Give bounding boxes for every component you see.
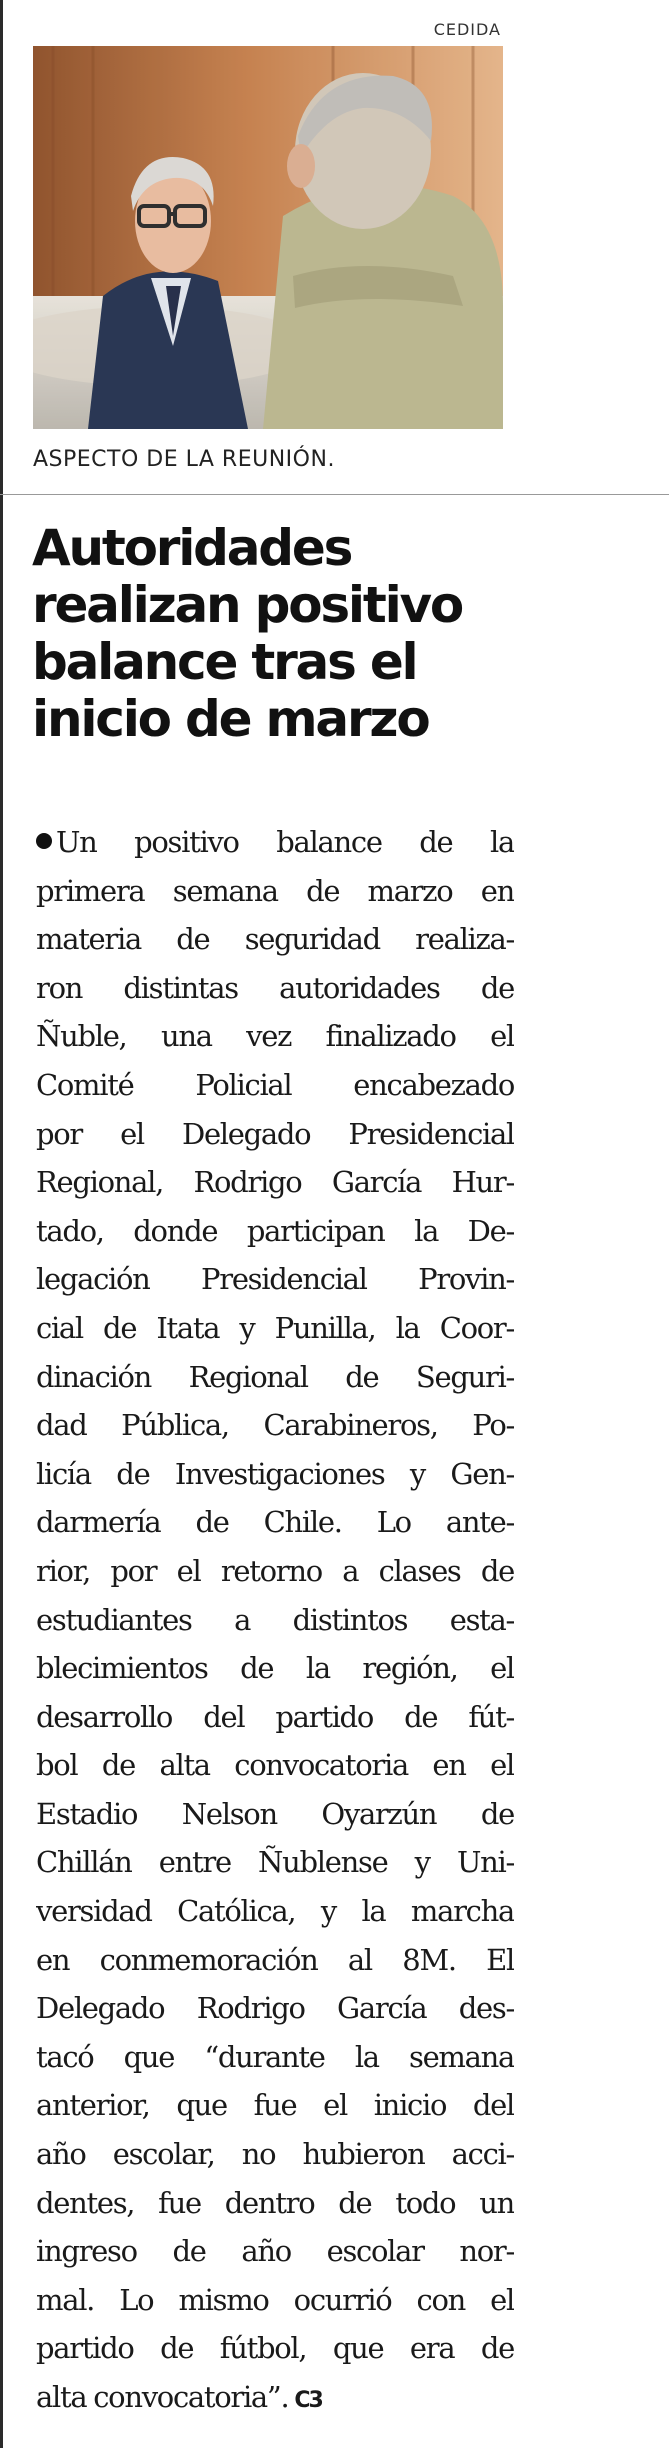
body-line: tado, donde participan la De- [36, 1213, 514, 1248]
body-line: Ñuble, una vez finalizado el [36, 1019, 514, 1054]
body-line: desarrollo del partido de fút- [36, 1699, 514, 1734]
body-line: versidad Católica, y la marcha [36, 1894, 514, 1929]
headline-line: inicio de marzo [32, 690, 429, 748]
left-column-rule [0, 0, 3, 2448]
body-line: Regional, Rodrigo García Hur- [36, 1165, 514, 1200]
headline-line: Autoridades [32, 519, 352, 577]
body-line: Delegado Rodrigo García des- [36, 1991, 514, 2026]
photo-credit: CEDIDA [433, 20, 501, 39]
caption-divider [0, 494, 669, 495]
body-line: rior, por el retorno a clases de [36, 1553, 514, 1588]
body-line: licía de Investigaciones y Gen- [36, 1456, 514, 1491]
body-line: dinación Regional de Seguri- [36, 1359, 514, 1394]
body-line: por el Delegado Presidencial [36, 1116, 514, 1151]
end-of-article-icon: C3 [294, 2388, 322, 2413]
body-line: ron distintas autoridades de [36, 970, 514, 1005]
body-line: Chillán entre Ñublense y Uni- [36, 1845, 514, 1880]
article-body [36, 818, 514, 2426]
body-line: tacó que “durante la semana [36, 2039, 514, 2074]
headline-line: realizan positivo [32, 576, 463, 634]
body-line: Comité Policial encabezado [36, 1067, 514, 1102]
body-line: año escolar, no hubieron acci- [36, 2137, 514, 2172]
body-line: dad Pública, Carabineros, Po- [36, 1408, 514, 1443]
body-line: primera semana de marzo en [36, 873, 514, 908]
body-line: estudiantes a distintos esta- [36, 1602, 514, 1637]
body-line: darmería de Chile. Lo ante- [36, 1505, 514, 1540]
body-line-text: Un positivo balance de la [56, 825, 514, 859]
body-line: en conmemoración al 8M. El [36, 1942, 514, 1977]
body-line: ingreso de año escolar nor- [36, 2234, 514, 2269]
headline-line: balance tras el [32, 633, 417, 691]
body-line: cial de Itata y Punilla, la Coor- [36, 1310, 514, 1345]
bullet-icon [36, 833, 52, 849]
body-line: anterior, que fue el inicio del [36, 2088, 514, 2123]
article-photo [33, 46, 503, 429]
body-line [36, 818, 514, 867]
photo-icon [33, 46, 503, 429]
body-line-text: alta convocatoria”. [36, 2380, 289, 2414]
body-line: Estadio Nelson Oyarzún de [36, 1796, 514, 1831]
photo-caption: ASPECTO DE LA REUNIÓN. [33, 447, 335, 472]
body-line: partido de fútbol, que era de [36, 2331, 514, 2366]
body-line: blecimientos de la región, el [36, 1651, 514, 1686]
body-line: dentes, fue dentro de todo un [36, 2185, 514, 2220]
body-line: bol de alta convocatoria en el [36, 1748, 514, 1783]
body-line: legación Presidencial Provin- [36, 1262, 514, 1297]
body-line [36, 2373, 514, 2426]
body-line: materia de seguridad realiza- [36, 922, 514, 957]
body-line: mal. Lo mismo ocurrió con el [36, 2282, 514, 2317]
headline [32, 520, 512, 748]
